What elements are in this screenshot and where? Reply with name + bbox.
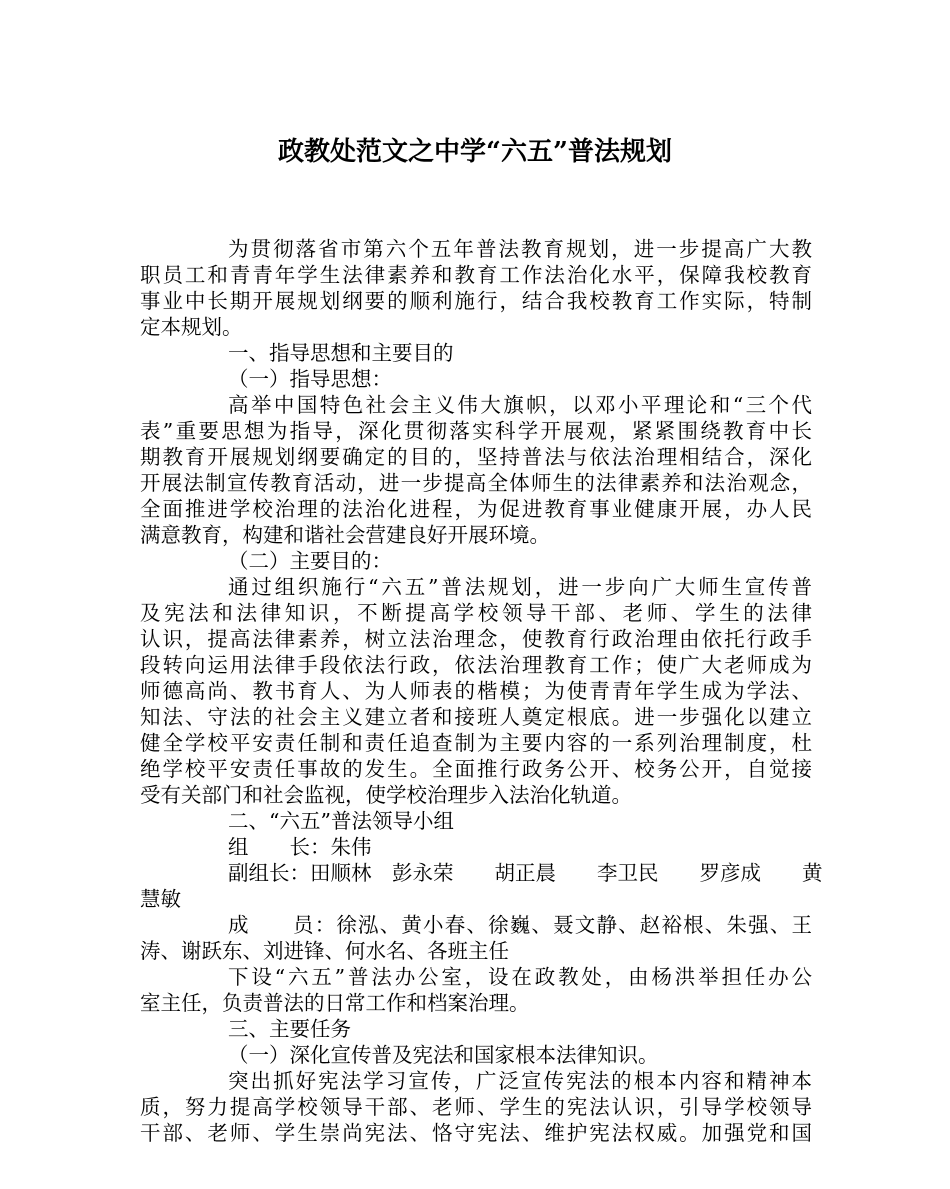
body-line: 高举中国特色社会主义伟大旗帜，以邓小平理论和“三个代 <box>228 393 812 417</box>
body-line: 为贯彻落省市第六个五年普法教育规划，进一步提高广大教 <box>228 237 812 261</box>
body-line: 满意教育，构建和谐社会营建良好开展环境。 <box>140 523 550 547</box>
document-title: 政教处范文之中学“六五”普法规划 <box>278 137 672 167</box>
section-heading: 三、主要任务 <box>228 1017 351 1041</box>
body-line: 及宪法和法律知识，不断提高学校领导干部、老师、学生的法律 <box>140 601 812 625</box>
body-line: 段转向运用法律手段依法行政，依法治理教育工作；使广大老师成为 <box>140 653 812 677</box>
body-line: 定本规划。 <box>140 315 243 339</box>
deputy-leader-line: 慧敏 <box>140 887 181 911</box>
body-line: 质，努力提高学校领导干部、老师、学生的宪法认识，引导学校领导 <box>140 1095 812 1119</box>
body-line: 开展法制宣传教育活动，进一步提高全体师生的法律素养和法治观念， <box>140 471 812 495</box>
body-line: 通过组织施行“六五”普法规划，进一步向广大师生宣传普 <box>228 575 812 599</box>
body-line: 师德高尚、教书育人、为人师表的楷模；为使青青年学生成为学法、 <box>140 679 812 703</box>
subsection-heading: （一）指导思想： <box>228 367 392 391</box>
body-line: 期教育开展规划纲要确定的目的，坚持普法与依法治理相结合，深化 <box>140 445 812 469</box>
leader-line: 组 长：朱伟 <box>228 835 372 859</box>
body-line: 事业中长期开展规划纲要的顺利施行，结合我校教育工作实际，特制 <box>140 289 812 313</box>
body-line: 认识，提高法律素养，树立法治理念，使教育行政治理由依托行政手 <box>140 627 812 651</box>
body-line: 下设“六五”普法办公室，设在政教处，由杨洪举担任办公 <box>228 965 812 989</box>
section-heading: 一、指导思想和主要目的 <box>228 341 454 365</box>
body-line: 干部、老师、学生崇尚宪法、恪守宪法、维护宪法权威。加强党和国 <box>140 1121 812 1145</box>
body-line: 知法、守法的社会主义建立者和接班人奠定根底。进一步强化以建立 <box>140 705 812 729</box>
body-line: 职员工和青青年学生法律素养和教育工作法治化水平，保障我校教育 <box>140 263 812 287</box>
subsection-heading: （一）深化宣传普及宪法和国家根本法律知识。 <box>228 1043 659 1067</box>
body-line: 表”重要思想为指导，深化贯彻落实科学开展观，紧紧围绕教育中长 <box>140 419 812 443</box>
members-line: 涛、谢跃东、刘进锋、何水名、各班主任 <box>140 939 509 963</box>
body-line: 健全学校平安责任制和责任追查制为主要内容的一系列治理制度，杜 <box>140 731 812 755</box>
section-heading: 二、“六五”普法领导小组 <box>228 809 454 833</box>
subsection-heading: （二）主要目的： <box>228 549 392 573</box>
body-line: 室主任，负责普法的日常工作和档案治理。 <box>140 991 530 1015</box>
body-line: 突出抓好宪法学习宣传，广泛宣传宪法的根本内容和精神本 <box>228 1069 812 1093</box>
deputy-leader-line: 副组长：田顺林 彭永荣 胡正晨 李卫民 罗彦成 黄 <box>228 861 823 885</box>
body-line: 全面推进学校治理的法治化进程，为促进教育事业健康开展，办人民 <box>140 497 812 521</box>
body-line: 绝学校平安责任事故的发生。全面推行政务公开、校务公开，自觉接 <box>140 757 812 781</box>
members-line: 成 员：徐泓、黄小春、徐巍、聂文静、赵裕根、朱强、王 <box>228 913 812 937</box>
body-line: 受有关部门和社会监视，使学校治理步入法治化轨道。 <box>140 783 632 807</box>
